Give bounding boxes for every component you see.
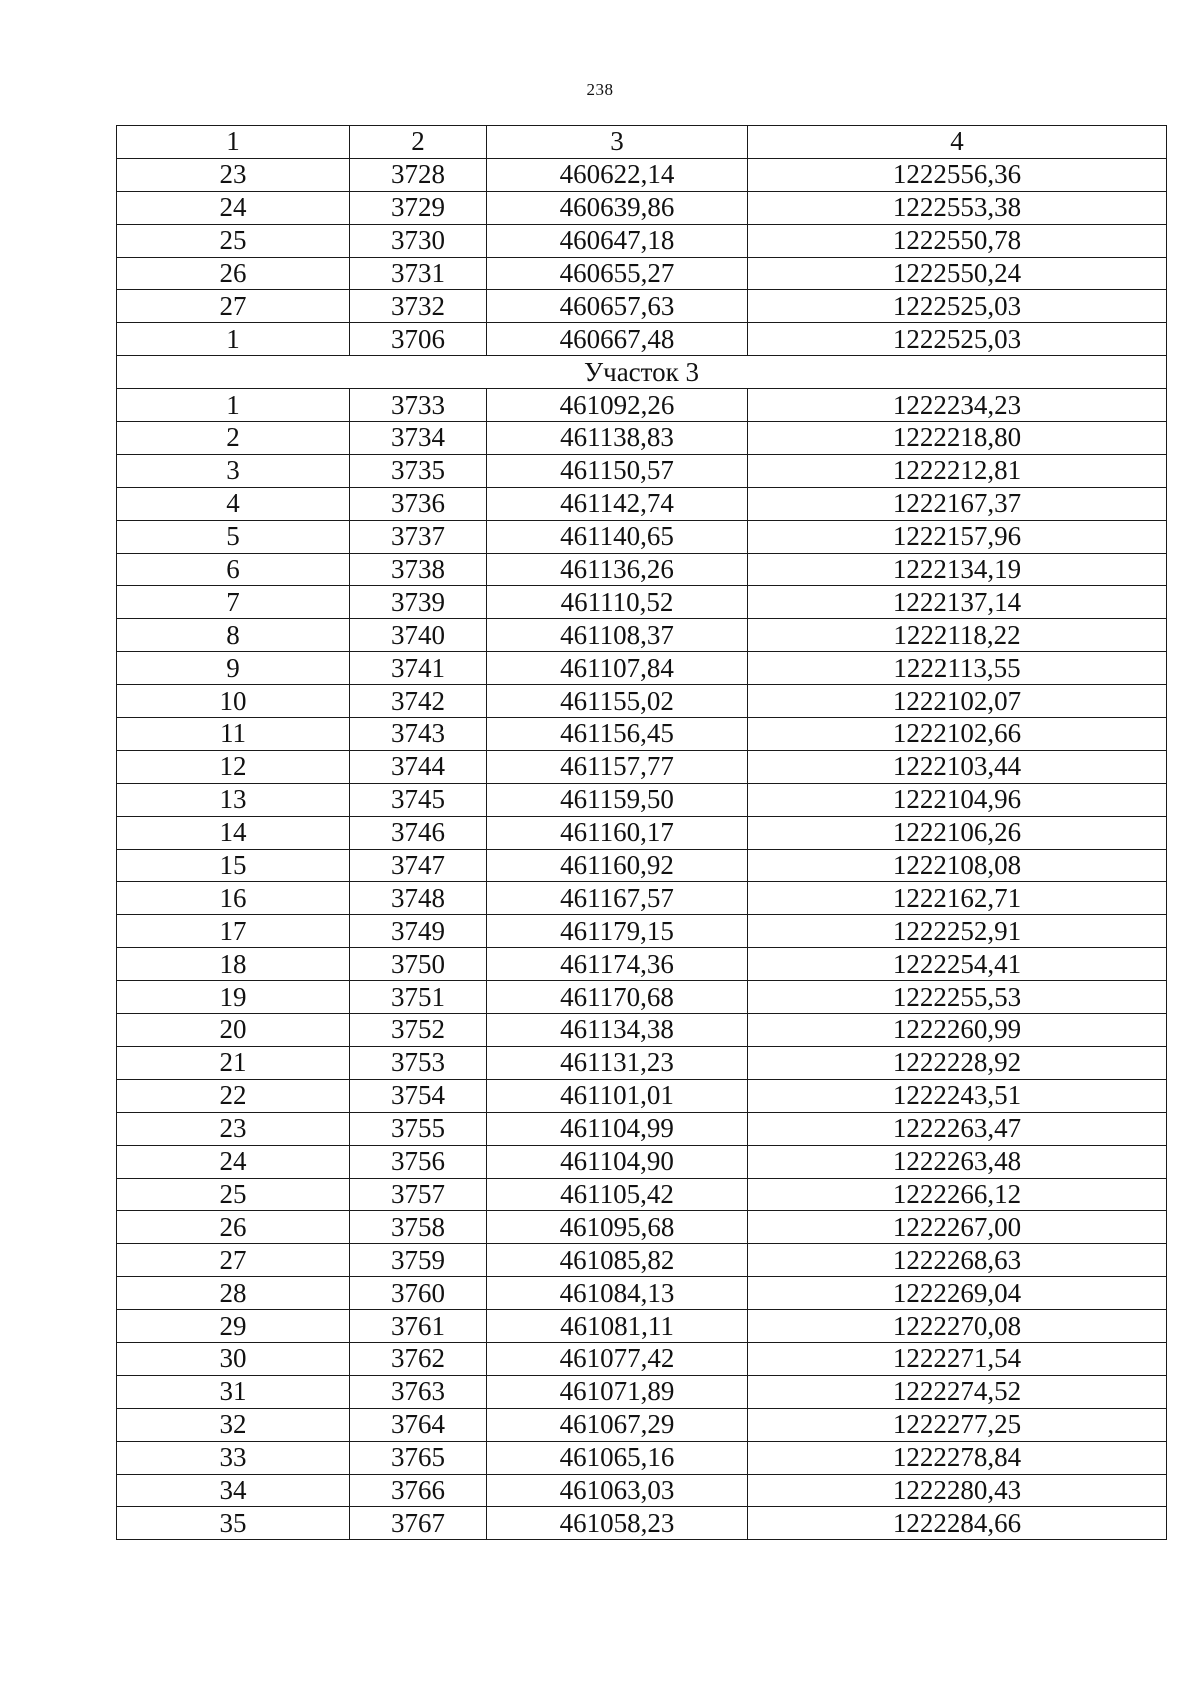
cell-point-number: 24 [117,191,350,224]
cell-coordinate-y: 1222271,54 [748,1342,1167,1375]
table-row [117,1112,1167,1145]
table-row [117,652,1167,685]
cell-point-id: 3737 [350,520,487,553]
cell-point-id: 3741 [350,652,487,685]
table-row [117,1474,1167,1507]
cell-point-id: 3763 [350,1375,487,1408]
cell-point-number: 9 [117,652,350,685]
cell-coordinate-y: 1222278,84 [748,1441,1167,1474]
cell-point-number: 26 [117,1211,350,1244]
cell-coordinate-y: 1222162,71 [748,882,1167,915]
cell-coordinate-y: 1222108,08 [748,849,1167,882]
cell-coordinate-y: 1222104,96 [748,783,1167,816]
table-row [117,158,1167,191]
table-row [117,290,1167,323]
cell-point-id: 3732 [350,290,487,323]
cell-coordinate-x: 461136,26 [487,553,748,586]
table-row [117,1375,1167,1408]
cell-coordinate-y: 1222228,92 [748,1046,1167,1079]
section-title: Участок 3 [117,356,1167,389]
cell-coordinate-x: 461131,23 [487,1046,748,1079]
cell-point-id: 3728 [350,158,487,191]
table-row [117,1211,1167,1244]
cell-point-number: 12 [117,750,350,783]
table-row [117,586,1167,619]
cell-point-number: 26 [117,257,350,290]
cell-coordinate-x: 461159,50 [487,783,748,816]
table-row [117,882,1167,915]
cell-point-id: 3706 [350,323,487,356]
cell-coordinate-x: 461104,90 [487,1145,748,1178]
cell-coordinate-x: 461065,16 [487,1441,748,1474]
column-header: 1 [117,126,350,159]
cell-point-id: 3730 [350,224,487,257]
cell-coordinate-x: 461160,92 [487,849,748,882]
cell-point-id: 3729 [350,191,487,224]
cell-point-id: 3735 [350,454,487,487]
table-row [117,520,1167,553]
cell-point-id: 3754 [350,1079,487,1112]
cell-point-id: 3744 [350,750,487,783]
cell-coordinate-y: 1222255,53 [748,981,1167,1014]
cell-point-id: 3756 [350,1145,487,1178]
cell-point-number: 3 [117,454,350,487]
cell-coordinate-x: 461142,74 [487,487,748,520]
cell-coordinate-y: 1222118,22 [748,619,1167,652]
cell-coordinate-x: 461140,65 [487,520,748,553]
cell-coordinate-x: 461095,68 [487,1211,748,1244]
coordinates-table-container [116,125,1166,1540]
cell-coordinate-x: 461110,52 [487,586,748,619]
cell-coordinate-y: 1222137,14 [748,586,1167,619]
cell-coordinate-y: 1222243,51 [748,1079,1167,1112]
cell-coordinate-y: 1222268,63 [748,1244,1167,1277]
cell-point-number: 20 [117,1014,350,1047]
cell-coordinate-x: 461081,11 [487,1310,748,1343]
cell-point-id: 3760 [350,1277,487,1310]
cell-point-number: 19 [117,981,350,1014]
cell-coordinate-x: 461160,17 [487,816,748,849]
cell-coordinate-y: 1222103,44 [748,750,1167,783]
cell-coordinate-x: 460655,27 [487,257,748,290]
cell-point-number: 1 [117,389,350,422]
cell-coordinate-x: 461084,13 [487,1277,748,1310]
cell-coordinate-y: 1222218,80 [748,422,1167,455]
table-row [117,191,1167,224]
cell-point-number: 25 [117,1178,350,1211]
cell-coordinate-y: 1222254,41 [748,948,1167,981]
cell-coordinate-y: 1222263,47 [748,1112,1167,1145]
cell-coordinate-x: 461085,82 [487,1244,748,1277]
cell-point-id: 3731 [350,257,487,290]
page-number: 238 [586,80,614,99]
cell-coordinate-x: 461156,45 [487,718,748,751]
cell-point-number: 21 [117,1046,350,1079]
cell-point-number: 11 [117,718,350,751]
column-header: 3 [487,126,748,159]
cell-point-number: 35 [117,1507,350,1540]
cell-point-id: 3745 [350,783,487,816]
cell-coordinate-x: 461108,37 [487,619,748,652]
cell-coordinate-x: 461105,42 [487,1178,748,1211]
cell-point-number: 28 [117,1277,350,1310]
cell-point-number: 1 [117,323,350,356]
section-row-group [117,356,1167,389]
cell-coordinate-y: 1222266,12 [748,1178,1167,1211]
cell-coordinate-x: 461063,03 [487,1474,748,1507]
cell-point-number: 27 [117,1244,350,1277]
cell-coordinate-x: 460622,14 [487,158,748,191]
cell-point-number: 4 [117,487,350,520]
cell-coordinate-x: 460639,86 [487,191,748,224]
cell-point-number: 27 [117,290,350,323]
cell-coordinate-x: 461150,57 [487,454,748,487]
cell-point-number: 17 [117,915,350,948]
cell-point-number: 22 [117,1079,350,1112]
cell-point-id: 3739 [350,586,487,619]
cell-coordinate-y: 1222234,23 [748,389,1167,422]
cell-point-number: 15 [117,849,350,882]
table-row [117,1310,1167,1343]
table-row [117,915,1167,948]
cell-point-number: 13 [117,783,350,816]
cell-point-number: 31 [117,1375,350,1408]
cell-coordinate-y: 1222550,78 [748,224,1167,257]
table-row [117,323,1167,356]
cell-point-number: 6 [117,553,350,586]
table-row [117,257,1167,290]
cell-point-id: 3767 [350,1507,487,1540]
cell-coordinate-y: 1222280,43 [748,1474,1167,1507]
cell-coordinate-x: 461058,23 [487,1507,748,1540]
table-row [117,1342,1167,1375]
cell-point-id: 3755 [350,1112,487,1145]
cell-coordinate-x: 461179,15 [487,915,748,948]
cell-coordinate-y: 1222167,37 [748,487,1167,520]
cell-point-number: 7 [117,586,350,619]
cell-point-number: 34 [117,1474,350,1507]
cell-coordinate-x: 461067,29 [487,1408,748,1441]
cell-coordinate-y: 1222550,24 [748,257,1167,290]
cell-coordinate-x: 461101,01 [487,1079,748,1112]
cell-point-id: 3766 [350,1474,487,1507]
table-row [117,685,1167,718]
table-row [117,1046,1167,1079]
cell-point-number: 23 [117,158,350,191]
cell-point-id: 3747 [350,849,487,882]
table-row [117,1277,1167,1310]
cell-coordinate-y: 1222267,00 [748,1211,1167,1244]
cell-point-id: 3738 [350,553,487,586]
cell-coordinate-y: 1222263,48 [748,1145,1167,1178]
table-row [117,619,1167,652]
cell-coordinate-y: 1222106,26 [748,816,1167,849]
section-row [117,356,1167,389]
cell-coordinate-y: 1222102,66 [748,718,1167,751]
cell-coordinate-x: 461092,26 [487,389,748,422]
cell-point-number: 23 [117,1112,350,1145]
table-header-row [117,126,1167,159]
table-row [117,487,1167,520]
cell-point-id: 3743 [350,718,487,751]
cell-coordinate-x: 461157,77 [487,750,748,783]
cell-coordinate-y: 1222274,52 [748,1375,1167,1408]
table-row [117,1178,1167,1211]
cell-point-id: 3750 [350,948,487,981]
cell-point-id: 3765 [350,1441,487,1474]
cell-point-id: 3761 [350,1310,487,1343]
cell-coordinate-y: 1222270,08 [748,1310,1167,1343]
cell-coordinate-x: 460667,48 [487,323,748,356]
column-header: 4 [748,126,1167,159]
table-row [117,1441,1167,1474]
cell-point-number: 25 [117,224,350,257]
cell-coordinate-x: 461138,83 [487,422,748,455]
cell-point-number: 10 [117,685,350,718]
cell-point-number: 30 [117,1342,350,1375]
table-row [117,1507,1167,1540]
cell-coordinate-y: 1222556,36 [748,158,1167,191]
cell-point-id: 3736 [350,487,487,520]
cell-point-number: 5 [117,520,350,553]
cell-coordinate-y: 1222157,96 [748,520,1167,553]
table-row [117,1145,1167,1178]
cell-point-number: 18 [117,948,350,981]
cell-coordinate-y: 1222252,91 [748,915,1167,948]
cell-coordinate-y: 1222134,19 [748,553,1167,586]
cell-coordinate-x: 461077,42 [487,1342,748,1375]
cell-point-id: 3753 [350,1046,487,1079]
cell-point-id: 3748 [350,882,487,915]
cell-coordinate-y: 1222269,04 [748,1277,1167,1310]
cell-point-id: 3758 [350,1211,487,1244]
cell-coordinate-x: 461134,38 [487,1014,748,1047]
cell-coordinate-y: 1222212,81 [748,454,1167,487]
table-row [117,849,1167,882]
cell-coordinate-y: 1222525,03 [748,323,1167,356]
table-row [117,1244,1167,1277]
table-row [117,224,1167,257]
cell-point-id: 3757 [350,1178,487,1211]
cell-point-number: 29 [117,1310,350,1343]
cell-point-id: 3749 [350,915,487,948]
cell-point-id: 3759 [350,1244,487,1277]
cell-coordinate-x: 460657,63 [487,290,748,323]
cell-coordinate-y: 1222260,99 [748,1014,1167,1047]
column-header: 2 [350,126,487,159]
cell-coordinate-x: 461155,02 [487,685,748,718]
cell-coordinate-y: 1222553,38 [748,191,1167,224]
table-row [117,454,1167,487]
table-row [117,718,1167,751]
table-row [117,981,1167,1014]
cell-point-number: 32 [117,1408,350,1441]
cell-coordinate-y: 1222102,07 [748,685,1167,718]
table-row [117,1014,1167,1047]
cell-coordinate-y: 1222525,03 [748,290,1167,323]
table-row [117,422,1167,455]
cell-coordinate-y: 1222277,25 [748,1408,1167,1441]
cell-coordinate-x: 461104,99 [487,1112,748,1145]
table-row [117,948,1167,981]
cell-point-number: 16 [117,882,350,915]
cell-point-id: 3764 [350,1408,487,1441]
coordinates-table [116,125,1167,1540]
cell-coordinate-x: 461167,57 [487,882,748,915]
cell-coordinate-x: 461170,68 [487,981,748,1014]
table-row [117,1079,1167,1112]
cell-point-number: 2 [117,422,350,455]
cell-coordinate-y: 1222284,66 [748,1507,1167,1540]
cell-point-number: 14 [117,816,350,849]
cell-point-id: 3733 [350,389,487,422]
table-row [117,750,1167,783]
cell-coordinate-x: 461174,36 [487,948,748,981]
cell-point-id: 3734 [350,422,487,455]
cell-point-id: 3752 [350,1014,487,1047]
table-row [117,1408,1167,1441]
cell-point-id: 3762 [350,1342,487,1375]
table-row [117,389,1167,422]
cell-coordinate-x: 461071,89 [487,1375,748,1408]
cell-point-number: 8 [117,619,350,652]
cell-point-id: 3751 [350,981,487,1014]
cell-point-number: 24 [117,1145,350,1178]
cell-point-number: 33 [117,1441,350,1474]
table-row [117,553,1167,586]
cell-point-id: 3740 [350,619,487,652]
cell-coordinate-x: 461107,84 [487,652,748,685]
table-body-block-a [117,158,1167,355]
table-row [117,783,1167,816]
table-row [117,816,1167,849]
cell-point-id: 3742 [350,685,487,718]
cell-coordinate-x: 460647,18 [487,224,748,257]
table-body-block-b [117,389,1167,1540]
cell-coordinate-y: 1222113,55 [748,652,1167,685]
cell-point-id: 3746 [350,816,487,849]
